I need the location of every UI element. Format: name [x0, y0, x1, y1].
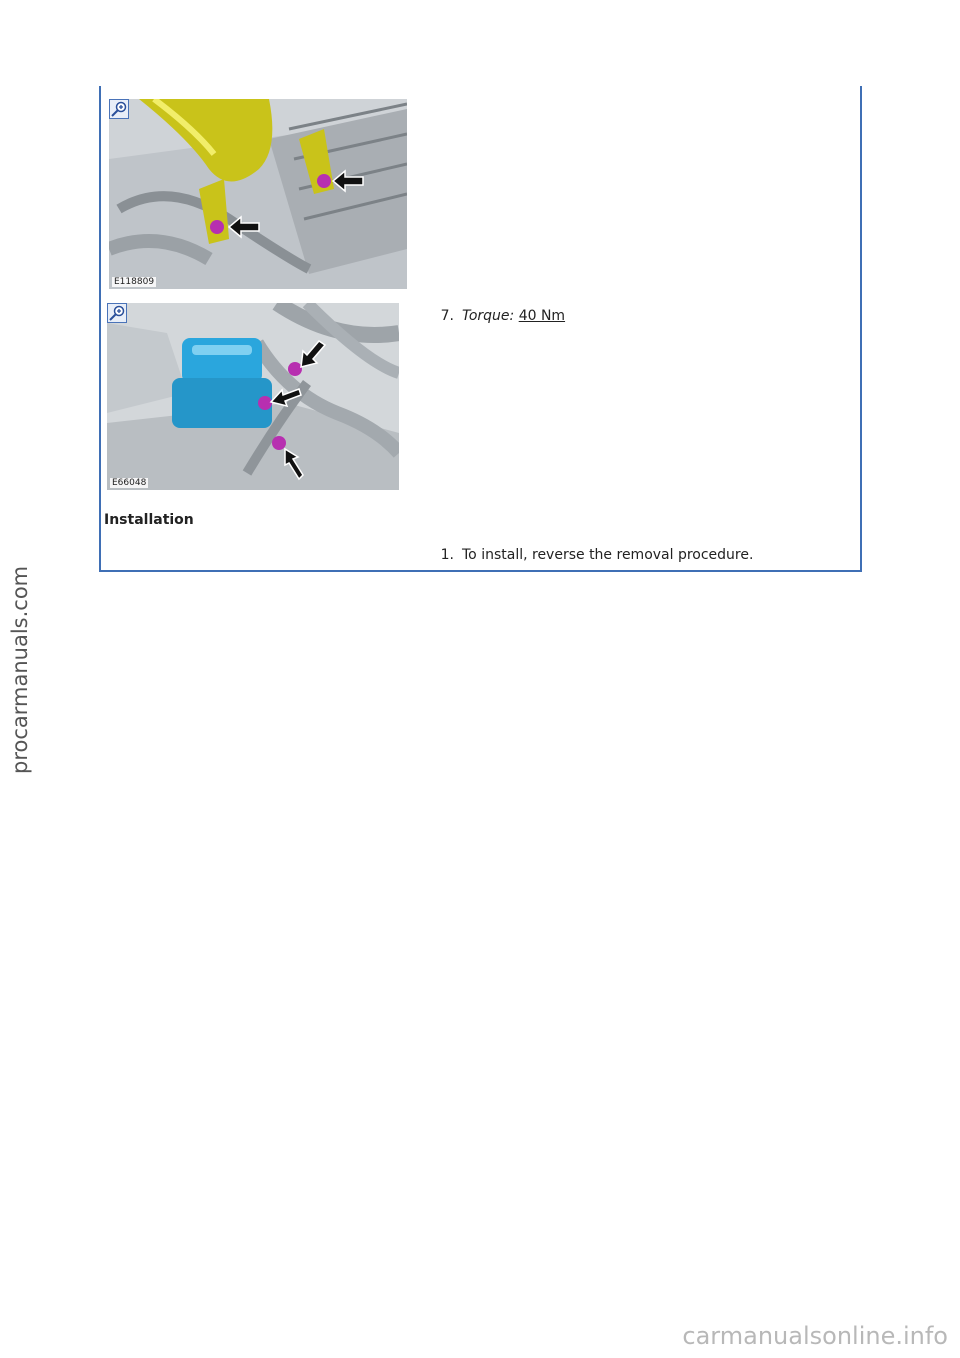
bolt-icon: [272, 436, 286, 450]
engine-illustration-1: [109, 99, 407, 289]
step-number: 7.: [440, 308, 454, 324]
engine-illustration-2: [107, 303, 399, 490]
torque-value-link[interactable]: 40 Nm: [518, 308, 566, 324]
step-install: [430, 546, 830, 566]
step-text: To install, reverse the removal procedure.: [462, 547, 754, 563]
step-torque: [430, 307, 630, 327]
magnify-plus-icon[interactable]: [109, 99, 129, 119]
bolt-icon: [258, 396, 272, 410]
bolt-icon: [288, 362, 302, 376]
figure-starter-bolts: [107, 303, 399, 490]
watermark-left: procarmanuals.com: [8, 565, 32, 774]
section-heading: Installation: [104, 512, 194, 528]
watermark-bottom: carmanualsonline.info: [682, 1322, 948, 1350]
bolt-icon: [210, 220, 224, 234]
step-number: 1.: [440, 547, 454, 563]
magnify-plus-icon[interactable]: [107, 303, 127, 323]
torque-label: Torque:: [462, 308, 515, 324]
figure-id: E118809: [114, 277, 155, 287]
figure-bracket-bolts: [109, 99, 407, 289]
figure-id: E66048: [112, 478, 147, 488]
bolt-icon: [317, 174, 331, 188]
step-text: [462, 307, 565, 325]
